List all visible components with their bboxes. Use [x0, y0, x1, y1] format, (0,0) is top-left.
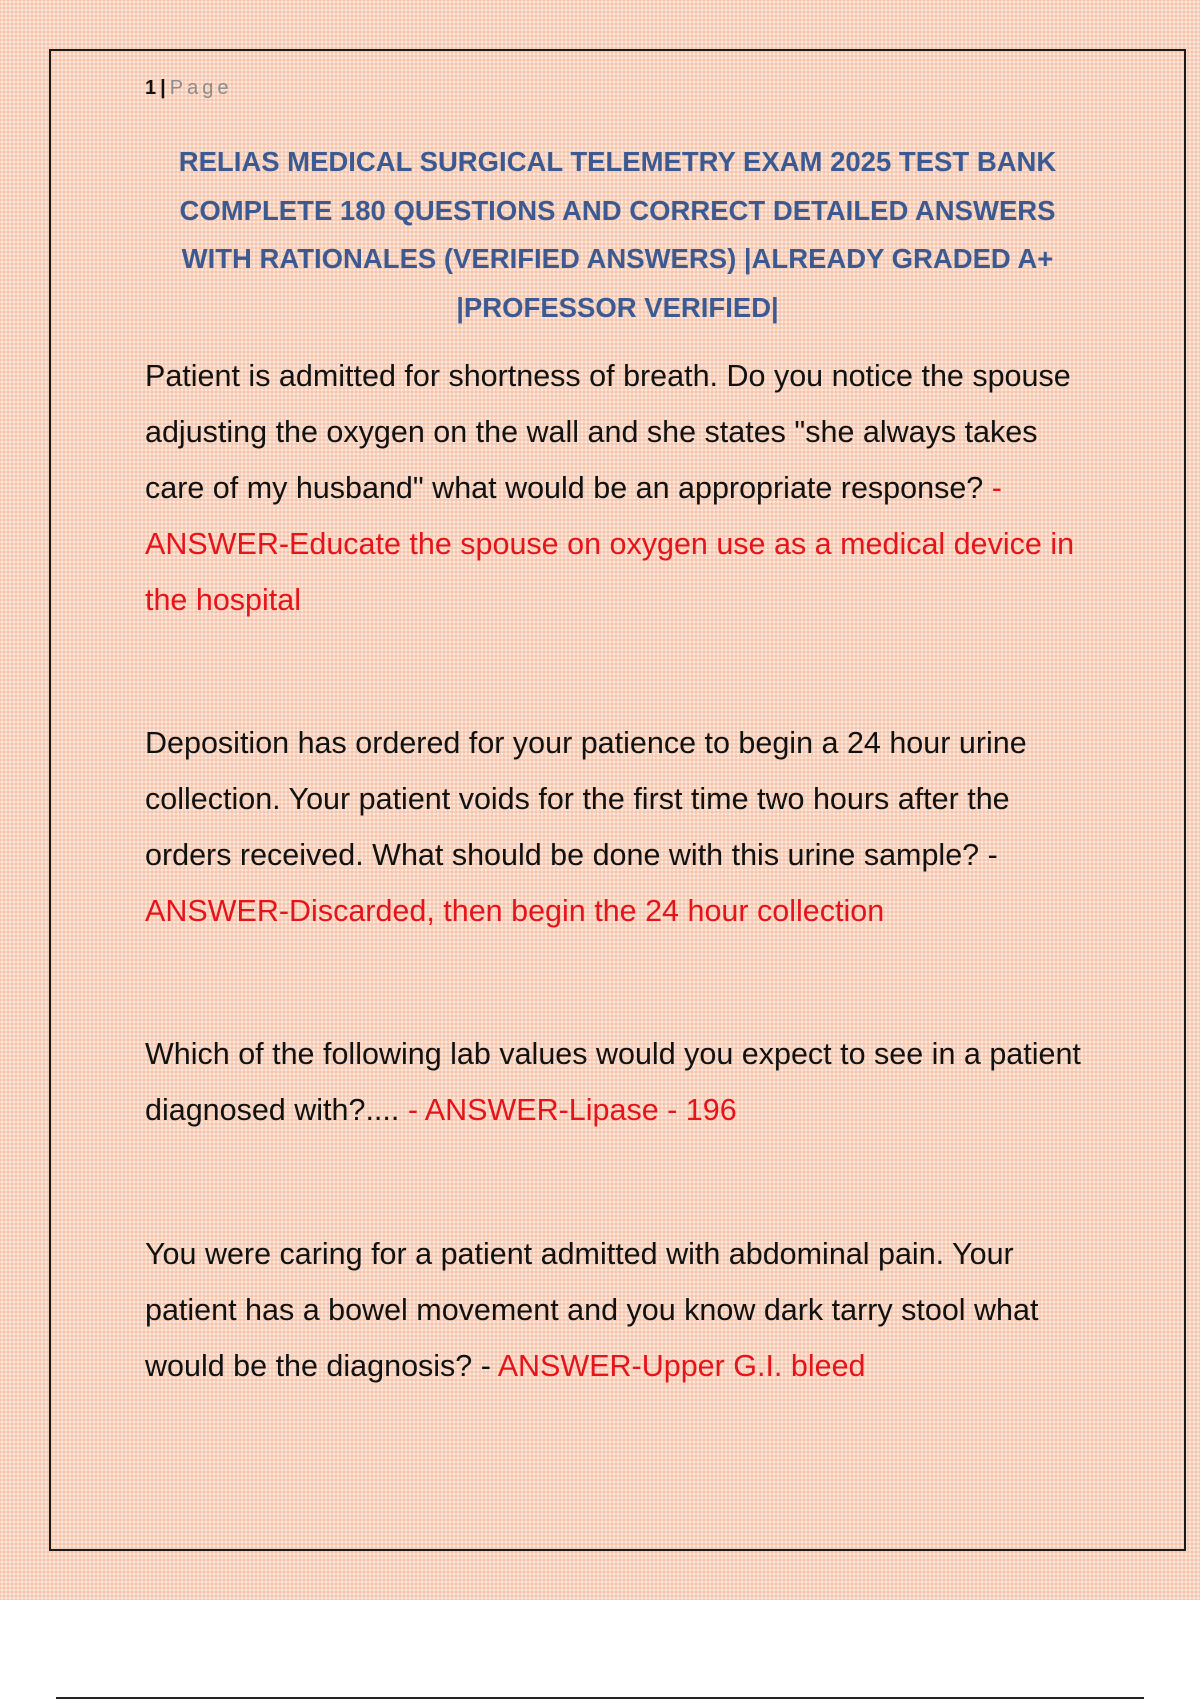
document-title: RELIAS MEDICAL SURGICAL TELEMETRY EXAM 2025 TEST BANK COMPLETE 180 QUESTIONS AND CORRECT DETAILED ANSWERS WITH RATIONALES (VERIFIED ANSWERS) |ALREADY GRADED A+ |PROFESSOR VERIFIED| — [178, 146, 1057, 323]
page-number-label: Page — [169, 77, 233, 99]
answer-text: ANSWER-Upper G.I. bleed — [497, 1349, 866, 1383]
question-text: Deposition has ordered for your patience to begin a 24 hour urine collection. Your patient voids for the first time two hours after the orders received. What should be done with this urine sample? - — [145, 726, 1027, 872]
page-number-value: 1 — [145, 77, 157, 99]
page-number — [145, 74, 232, 102]
question-answer-block — [145, 1026, 1095, 1138]
answer-text: - ANSWER-Educate the spouse on oxygen use as a medical device in the hospital — [145, 471, 1075, 617]
question-answer-block — [145, 715, 1095, 939]
question-text: Patient is admitted for shortness of breath. Do you notice the spouse adjusting the oxygen on the wall and she states "she always takes care of my husband" what would be an appropriate response? — [145, 359, 1071, 505]
question-text: Which of the following lab values would you expect to see in a patient diagnosed with?.... — [145, 1037, 1081, 1127]
answer-text: - ANSWER-Lipase - 196 — [407, 1093, 737, 1127]
answer-text: ANSWER-Discarded, then begin the 24 hour collection — [145, 894, 885, 928]
question-answer-block — [145, 348, 1095, 628]
question-text: You were caring for a patient admitted with abdominal pain. Your patient has a bowel movement and you know dark tarry stool what would be the diagnosis? - — [145, 1237, 1039, 1383]
question-answer-block — [145, 1226, 1095, 1394]
page-number-separator: | — [160, 77, 166, 99]
page-divider — [56, 1697, 1144, 1699]
